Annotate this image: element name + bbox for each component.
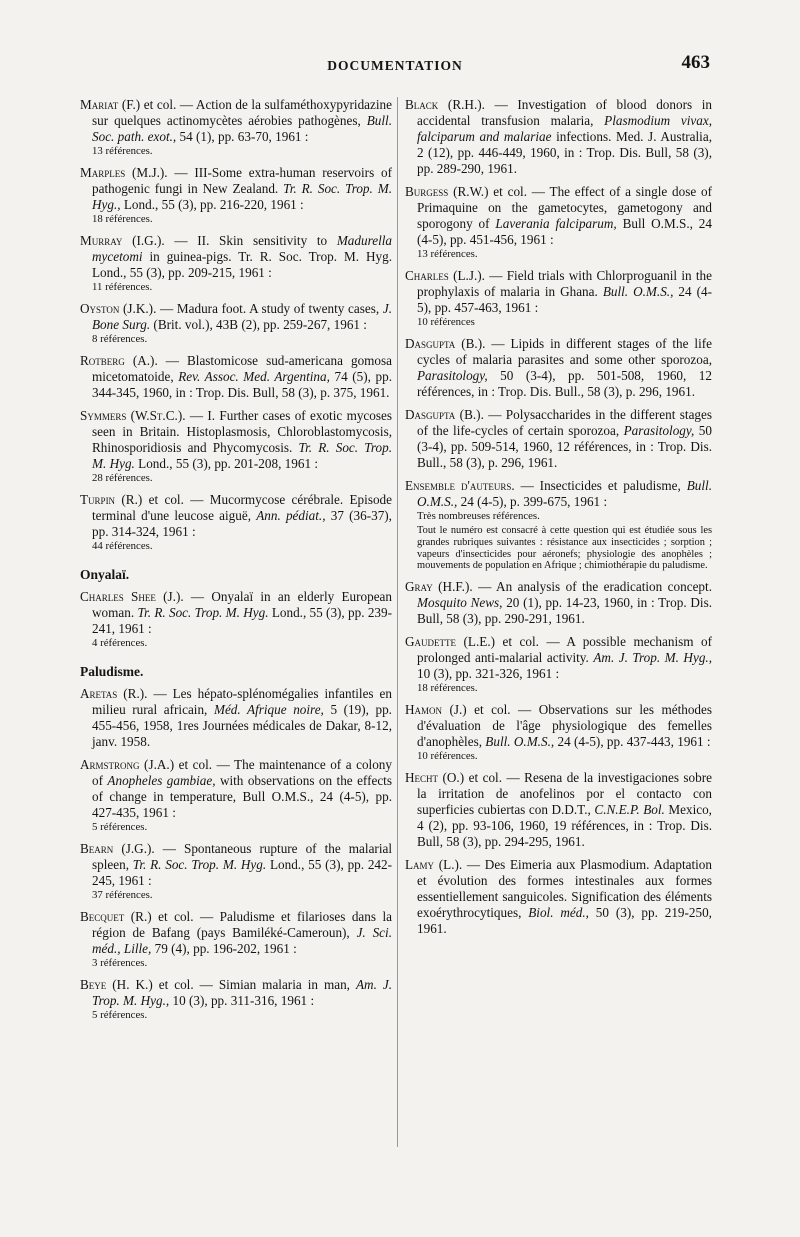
entry-journal: J. Sci. méd., Lille,	[92, 925, 392, 956]
entry-note: Tout le numéro est consacré à cette question qui est étudiée sous les grandes rubriques suivantes : résistance aux insecticides ; sorption ; vapeurs d'insecticides pour aéronefs; physiologie des anophèles ; mouvements de population en Afrique ; chimiothérapie du paludisme.	[417, 525, 712, 572]
entry-citation: 50 (3-4), pp. 509-514, 1960, 12 références, in : Trop. Dis. Bull., 58 (3), p. 296, 1961.	[417, 423, 712, 470]
entry-references: 10 références.	[417, 750, 478, 763]
entry-citation: 24 (4-5), pp. 457-463, 1961 :	[417, 284, 712, 315]
entry-journal: Parasitology,	[623, 423, 695, 438]
entry-author: Gray (H.F.)	[405, 579, 470, 595]
bibliography-entry	[405, 268, 712, 329]
entry-text: . — II. Skin sensitivity to	[161, 233, 337, 248]
bibliography-entry	[80, 686, 392, 750]
entry-citation: 37 (36-37), pp. 314-324, 1961 :	[92, 508, 392, 539]
entry-journal: Bull. O.M.S.,	[602, 284, 674, 299]
page-header	[80, 52, 710, 80]
entry-citation: 20 (1), pp. 14-23, 1960, in : Trop. Dis. Bull, 58 (3), pp. 290-291, 1961.	[417, 595, 712, 627]
entry-text: . — Insecticides et paludisme,	[511, 478, 687, 493]
entry-journal: Bull. O.M.S.,	[417, 478, 712, 509]
entry-author: Turpin (R.)	[80, 492, 143, 507]
entry-references: 13 références.	[92, 145, 153, 157]
bibliography-entry	[405, 478, 712, 572]
entry-text: . — Blastomicose sud-americana gomosa micetomatoide,	[92, 353, 392, 384]
entry-citation: 54 (1), pp. 63-70, 1961 :	[176, 129, 309, 144]
entry-journal: Tr. R. Soc. Trop. M. Hyg.,	[92, 181, 392, 212]
bibliography-entry	[80, 233, 392, 294]
entry-references: 10 références	[417, 316, 475, 328]
entry-references: Très nombreuses références.	[417, 510, 540, 522]
entry-journal: Plasmodium vivax, falciparum and malariae	[417, 113, 712, 144]
entry-author: Murray (I.G.)	[80, 233, 162, 248]
bibliography-entry	[80, 977, 392, 1022]
entry-references: 5 références.	[92, 1009, 148, 1021]
entry-author: Charles Shee (J.)	[80, 589, 181, 604]
entry-citation: 10 (3), pp. 311-316, 1961 :	[169, 993, 315, 1008]
bibliography-entry	[405, 407, 712, 471]
entry-author: Symmers (W.St.C.)	[80, 408, 183, 423]
entry-author: Hamon (J.)	[405, 702, 467, 718]
entry-journal: Am. J. Trop. M. Hyg.,	[92, 977, 393, 1008]
entry-citation: 24 (4-5), p. 399-675, 1961 :	[457, 494, 608, 509]
entry-author: Beye (H. K.)	[80, 977, 153, 992]
bibliography-entry	[405, 857, 712, 937]
bibliography-entry	[80, 353, 392, 401]
bibliography-entry	[405, 184, 712, 261]
section-heading: Onyalaï.	[80, 567, 130, 582]
entry-citation: Mexico, 4 (2), pp. 93-106, 1960, 19 références, in : Trop. Dis. Bull, 58 (3), pp. 294-295, 1961.	[417, 802, 712, 850]
entry-references: 18 références.	[417, 682, 478, 695]
entry-text: et col. — The effect of a single dose of Primaquine on the gametocytes, gametogony and sporogony of	[417, 184, 712, 231]
entry-journal: Bull. Soc. path. exot.,	[92, 113, 392, 144]
bibliography-entry	[80, 589, 392, 650]
entry-text: et col. — Resena de la investigaciones sobre la irritation de anofelinos por el contacto con superficies cubiertas con D.D.T.,	[417, 770, 712, 818]
entry-journal: Bull. O.M.S.,	[485, 734, 555, 750]
entry-author: Black (R.H.)	[405, 97, 482, 112]
entry-text: et col. — Mucormycose cérébrale. Episode terminal d'une leucose aiguë,	[92, 492, 392, 523]
entry-references: 13 références.	[417, 248, 478, 260]
entry-author: Mariat (F.)	[80, 97, 141, 112]
entry-citation: Lond., 55 (3), pp. 239-241, 1961 :	[92, 605, 392, 636]
entry-citation: 10 (3), pp. 321-326, 1961 :	[417, 666, 560, 682]
bibliography-entry	[405, 336, 712, 400]
entry-text: . — Polysaccharides in the different stages of the life-cycles of certain sporozoa,	[417, 407, 712, 438]
entry-journal: Rev. Assoc. Med. Argentina,	[178, 369, 330, 384]
entry-text: . — Investigation of blood donors in accidental transfusion malaria,	[417, 97, 712, 128]
bibliography-entry	[80, 757, 392, 834]
entry-author: Gaudette (L.E.)	[405, 634, 496, 650]
entry-journal: Madurella mycetomi	[92, 233, 392, 264]
entry-references: 44 références.	[92, 540, 153, 552]
bibliography-entry	[80, 408, 392, 485]
entry-journal: Tr. R. Soc. Trop. M. Hyg.	[132, 857, 267, 872]
entry-text: . — Spontaneous rupture of the malarial spleen,	[92, 841, 393, 872]
left-column	[80, 97, 392, 1029]
entry-citation: Bull O.M.S., 24 (4-5), pp. 451-456, 1961 :	[417, 216, 712, 247]
bibliography-entry	[405, 770, 712, 850]
entry-text: . — III-Some extra-human reservoirs of pathogenic fungi in New Zealand.	[92, 165, 392, 196]
entry-text: et col. — The maintenance of a colony of	[92, 757, 392, 788]
entry-journal: Tr. R. Soc. Trop. M. Hyg.	[92, 440, 392, 471]
entry-text: . — Les hépato-splénomégalies infantiles en milieu rural africain,	[92, 686, 392, 717]
entry-text: et col. — Simian malaria in man,	[152, 977, 356, 992]
entry-references: 4 références.	[92, 637, 148, 649]
entry-journal: Parasitology,	[417, 368, 488, 383]
entry-author: Lamy (L.)	[405, 857, 459, 873]
entry-references: 37 références.	[92, 889, 153, 901]
entry-text: . — Field trials with Chlorproguanil in the prophylaxis of malaria in Ghana.	[417, 268, 712, 299]
entry-author: Bearn (J.G.)	[80, 841, 152, 856]
entry-citation: in guinea-pigs. Tr. R. Soc. Trop. M. Hyg. Lond., 55 (3), pp. 209-215, 1961 :	[92, 249, 392, 280]
entry-references: 28 références.	[92, 472, 153, 484]
section-heading: Paludisme.	[80, 664, 144, 679]
entry-author: Armstrong (J.A.)	[80, 757, 175, 772]
entry-references: 5 références.	[92, 821, 148, 833]
entry-citation: infections. Med. J. Australia, 2 (12), pp. 446-449, 1960, in : Trop. Dis. Bull, 58 (3), pp. 289-290, 1961.	[417, 129, 712, 176]
entry-references: 18 références.	[92, 213, 153, 225]
bibliography-entry	[80, 165, 392, 226]
bibliography-entry	[405, 634, 712, 695]
bibliography-entry	[405, 579, 712, 627]
entry-text: . — Des Eimeria aux Plasmodium. Adaptation et évolution des formes intestinales aux formes essentiellement sanguicoles. Signification des éléments exoérythrocytiques,	[417, 857, 712, 921]
entry-journal: Am. J. Trop. M. Hyg.,	[593, 650, 713, 666]
entry-text: et col. — Action de la sulfaméthoxypyridazine sur quelques actinomycètes aérobies pathogènes,	[92, 97, 392, 128]
bibliography-entry	[80, 492, 392, 553]
entry-author: Rotberg (A.)	[80, 353, 155, 368]
bibliography-entry	[80, 909, 392, 970]
entry-citation: 24 (4-5), pp. 437-443, 1961 :	[554, 734, 711, 750]
entry-author: Hecht (O.)	[405, 770, 465, 786]
entry-citation: Lond., 55 (3), pp. 242-245, 1961 :	[92, 857, 392, 888]
right-column	[405, 97, 712, 944]
entry-journal: Laverania falciparum,	[495, 216, 617, 231]
entry-citation: 74 (5), pp. 344-345, 1960, in : Trop. Dis. Bull, 58 (3), p. 375, 1961.	[92, 369, 392, 400]
entry-author: Burgess (R.W.)	[405, 184, 489, 199]
entry-text: . — Lipids in different stages of the life cycles of malaria parasites and some other sporozoa,	[417, 336, 712, 367]
entry-references: 8 références.	[92, 333, 148, 345]
entry-journal: Biol. méd.,	[528, 905, 589, 921]
entry-journal: Tr. R. Soc. Trop. M. Hyg.	[137, 605, 269, 620]
bibliography-entry	[405, 97, 712, 177]
entry-citation: Lond., 55 (3), pp. 201-208, 1961 :	[134, 456, 319, 471]
entry-references: 3 références.	[92, 957, 148, 969]
entry-text: et col. — Observations sur les méthodes d'évaluation de l'âge physiologique des femelles d'anophèles,	[417, 702, 712, 750]
page-number: 463	[681, 52, 710, 73]
entry-author: Charles (L.J.)	[405, 268, 482, 283]
running-title: DOCUMENTATION	[327, 58, 463, 73]
entry-journal: Mosquito News,	[417, 595, 503, 611]
entry-text: . — An analysis of the eradication concept.	[469, 579, 712, 595]
entry-text: et col. — A possible mechanism of prolonged anti-malarial activity.	[417, 634, 712, 666]
entry-journal: Méd. Afrique noire,	[213, 702, 324, 717]
entry-citation: with observations on the effects of change in temperature, Bull O.M.S., 24 (4-5), pp. 427-435, 1961 :	[92, 773, 392, 820]
entry-citation: (Brit. vol.), 43B (2), pp. 259-267, 1961 :	[150, 317, 367, 332]
entry-citation: 50 (3-4), pp. 501-508, 1960, 12 références, in : Trop. Dis. Bull., 58 (3), p. 296, 1961.	[417, 368, 712, 399]
entry-citation: 5 (19), pp. 455-456, 1958, 1res Journées médicales de Dakar, 8-12, janv. 1958.	[92, 702, 392, 749]
bibliography-entry	[405, 702, 712, 763]
column-divider	[397, 97, 398, 1147]
entry-author: Oyston (J.K.)	[80, 301, 154, 316]
entry-author: Dasgupta (B.)	[405, 336, 483, 351]
entry-journal: C.N.E.P. Bol.	[594, 802, 665, 818]
entry-journal: J. Bone Surg.	[92, 301, 392, 332]
bibliography-entry	[80, 97, 392, 158]
entry-text: et col. — Paludisme et filarioses dans la région de Bafang (pays Bamiléké-Cameroun),	[92, 909, 392, 940]
entry-author: Aretas (R.)	[80, 686, 145, 701]
entry-citation: 50 (3), pp. 219-250, 1961.	[417, 905, 712, 937]
entry-citation: Lond., 55 (3), pp. 216-220, 1961 :	[120, 197, 304, 212]
entry-citation: 79 (4), pp. 196-202, 1961 :	[151, 941, 297, 956]
entry-journal: Anopheles gambiae,	[107, 773, 216, 788]
bibliography-entry	[80, 841, 392, 902]
entry-author: Marples (M.J.)	[80, 165, 165, 180]
entry-references: 11 références.	[92, 281, 153, 293]
entry-text: . — I. Further cases of exotic mycoses seen in Britain. Histoplasmosis, Chloroblastomycosis, Rhinosporidiosis and Phycomycosis.	[92, 408, 392, 455]
entry-text: . — Onyalaï in an elderly European woman.	[92, 589, 392, 620]
entry-author: Ensemble d'auteurs	[405, 478, 512, 493]
entry-author: Dasgupta (B.)	[405, 407, 481, 422]
entry-journal: Ann. pédiat.,	[256, 508, 326, 523]
bibliography-entry	[80, 301, 392, 346]
entry-text: . — Madura foot. A study of twenty cases,	[153, 301, 383, 316]
entry-author: Becquet (R.)	[80, 909, 152, 924]
